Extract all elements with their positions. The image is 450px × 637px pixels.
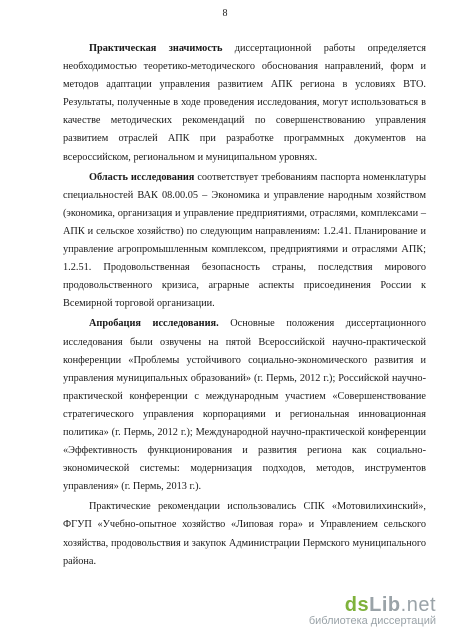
paragraph-lead: Область исследования bbox=[89, 171, 195, 183]
page-number: 8 bbox=[222, 8, 228, 19]
paragraph-text: диссертационной работы определяется необходимостью теоретико-методического обоснования направлений, форм и методов адаптации управления развитием АПК региона в условиях ВТО. Результаты, полученные в ходе проведения исследования, могут использоваться в качестве методических рекомендаций по совершенствованию управления развитием отраслей АПК при разработке программных документов на всероссийском, региональном и муниципальном уровнях. bbox=[63, 43, 426, 163]
dslib-watermark bbox=[309, 594, 436, 627]
watermark-subtitle: библиотека диссертаций bbox=[308, 615, 436, 627]
paragraph-text: Практические рекомендации использовались СПК «Мотовилихинский», ФГУП «Учебно-опытное хозяйство «Липовая гора» и Управлением сельского хозяйства, продовольствия и закупок Администрации Пермского муниципального района. bbox=[63, 501, 426, 567]
paragraph-research-area bbox=[63, 169, 426, 314]
paragraph-text: соответствует требованиям паспорта номенклатуры специальностей ВАК 08.00.05 – Экономика и управление народным хозяйством (экономика, организация и управление предприятиями, отраслями, комплексами – АПК и сельское хозяйство) по следующим направлениям: 1.2.41. Планирование и управление агропромышленным комплексом, предприятиями и отраслями АПК; 1.2.51. Продовольственная безопасность страны, последствия мирового продовольственного кризиса, аграрные аспекты присоединения России к Всемирной торговой организации. bbox=[63, 171, 426, 310]
logo-part-ds: ds bbox=[344, 594, 370, 616]
document-body bbox=[63, 40, 426, 571]
paragraph-approbation bbox=[63, 315, 426, 496]
logo-part-net: .net bbox=[400, 594, 436, 616]
paragraph-lead: Апробация исследования. bbox=[89, 318, 219, 330]
logo-part-lib: Lib bbox=[369, 594, 401, 616]
dslib-logo bbox=[309, 594, 436, 616]
paragraph-text: Основные положения диссертационного исследования были озвучены на пятой Всероссийской научно-практической конференции «Проблемы устойчивого социально-экономического развития и управления муниципальных образований» (г. Пермь, 2012 г.); Российской научно-практической конференции с международным участием «Совершенствование стратегического управления корпорациями и региональная инновационная политика» (г. Пермь, 2012 г.); Международной научно-практической конференции «Эффективность функционирования и развития региона как социально-экономической системы: модернизация подходов, методов, инструментов управления» (г. Пермь, 2013 г.). bbox=[63, 318, 426, 493]
paragraph-practical-recommendations bbox=[63, 498, 426, 570]
paragraph-lead: Практическая значимость bbox=[89, 43, 223, 54]
paragraph-practical-significance bbox=[63, 40, 426, 167]
